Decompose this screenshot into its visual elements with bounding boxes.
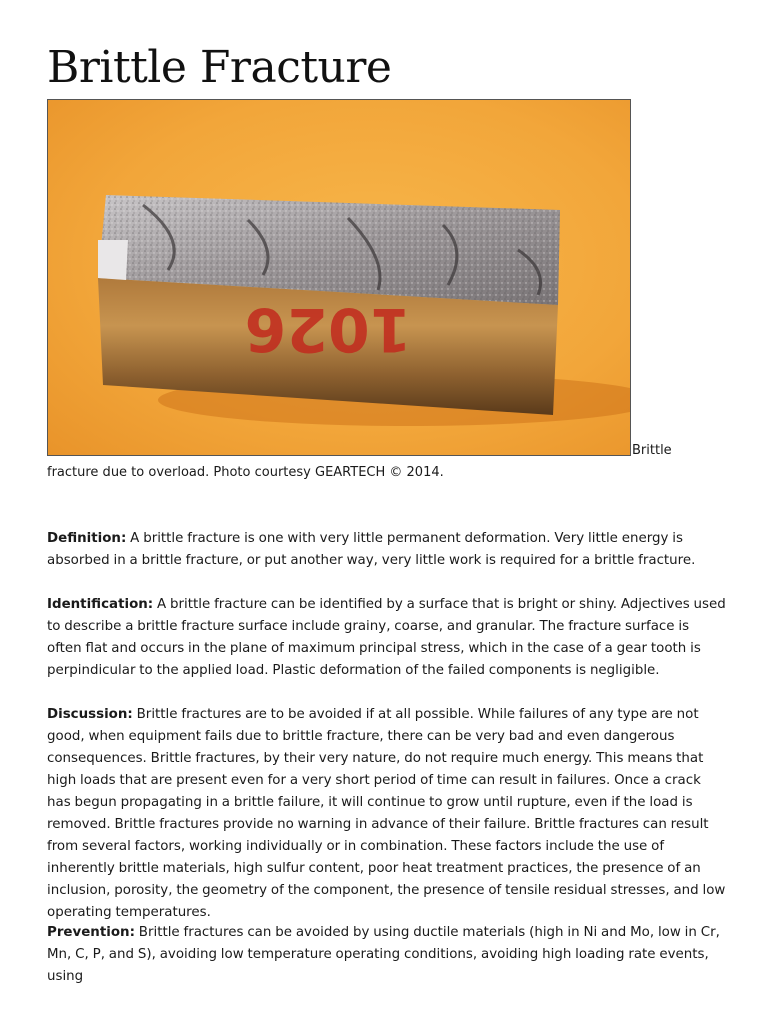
- discussion-paragraph: [47, 704, 727, 924]
- definition-text: A brittle fracture is one with very little permanent deformation. Very little energy is absorbed in a brittle fracture, or put another way, very little work is required for a brittle fracture.: [47, 531, 696, 568]
- prevention-label: Prevention:: [47, 925, 135, 940]
- identification-paragraph: [47, 594, 727, 682]
- page-title: Brittle Fracture: [47, 42, 392, 93]
- identification-label: Identification:: [47, 597, 154, 612]
- identification-text: A brittle fracture can be identified by a surface that is bright or shiny. Adjectives used to describe a brittle fracture surface include grainy, coarse, and granular. The fracture surface is often flat and occurs in the plane of maximum principal stress, which in the case of a gear tooth is perpindicular to the applied load. Plastic deformation of the failed components is negligible.: [47, 597, 726, 678]
- figure-caption-start: Brittle: [632, 443, 672, 458]
- stamp-number: 1026: [244, 294, 412, 364]
- discussion-text: Brittle fractures are to be avoided if at all possible. While failures of any type are not good, when equipment fails due to brittle fracture, there can be very bad and even dangerous consequences. Brittle fractures, by their very nature, do not require much energy. This means that high loads that are present even for a very short period of time can result in failures. Once a crack has begun propagating in a brittle failure, it will continue to grow until rupture, even if the load is removed. Brittle fractures provide no warning in advance of their failure. Brittle fractures can result from several factors, working individually or in combination. These factors include the use of inherently brittle materials, high sulfur content, poor heat treatment practices, the presence of an inclusion, porosity, the geometry of the component, the presence of tensile residual stresses, and low operating temperatures.: [47, 707, 726, 920]
- figure-caption-end: fracture due to overload. Photo courtesy GEARTECH © 2014.: [47, 465, 444, 480]
- prevention-text: Brittle fractures can be avoided by using ductile materials (high in Ni and Mo, low in Cr, Mn, C, P, and S), avoiding low temperature operating conditions, avoiding high loading rate events, using: [47, 925, 720, 984]
- discussion-label: Discussion:: [47, 707, 133, 722]
- prevention-paragraph: [47, 922, 727, 988]
- fracture-photo: [47, 99, 631, 456]
- definition-label: Definition:: [47, 531, 127, 546]
- definition-paragraph: [47, 528, 727, 572]
